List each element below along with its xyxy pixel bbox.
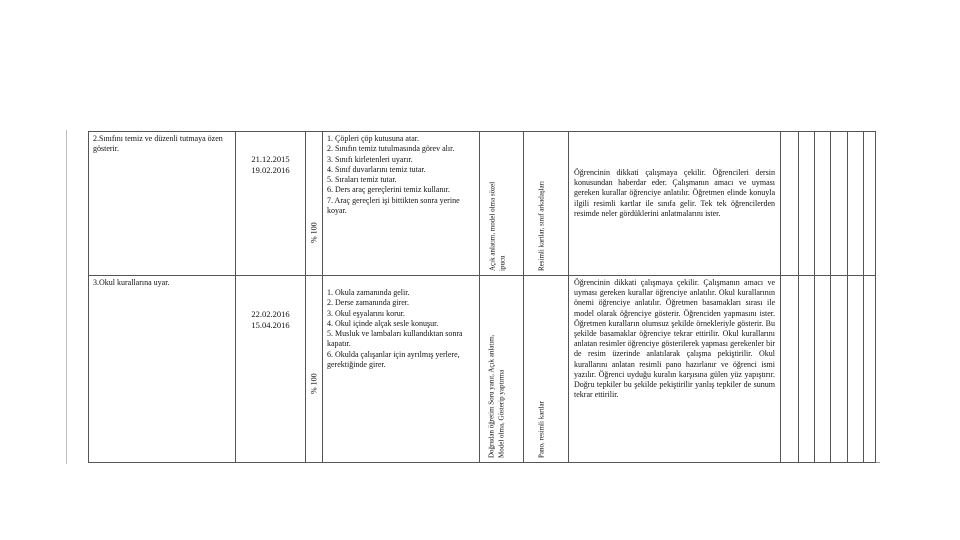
eval-cell [799, 276, 815, 463]
methods-cell [480, 132, 524, 276]
materials-label: Pano, resimli kartlar [537, 401, 546, 458]
eval-cell [781, 132, 799, 276]
corner-mark [876, 462, 880, 463]
goal-cell: 3.Okul kurallarına uyar. [89, 276, 236, 463]
goal-cell: 2.Sınıfını temiz ve düzenli tutmaya özen gösterir. [89, 132, 236, 276]
start-date: 22.02.2016 [251, 309, 290, 319]
activity-item: 2. Sınıfın temiz tutulmasında görev alır. [327, 144, 455, 154]
activity-item: 3. Okul eşyalarını korur. [327, 308, 405, 318]
activity-item: 1. Çöpleri çöp kutusuna atar. [327, 134, 419, 143]
activity-item: 2. Derse zamanında girer. [327, 298, 409, 308]
eval-cell [815, 276, 831, 463]
lesson-plan-table [88, 131, 876, 463]
eval-cell [831, 276, 848, 463]
activity-item: 5. Sıraları temiz tutar. [327, 175, 397, 185]
materials-cell [524, 132, 569, 276]
eval-cell [864, 276, 876, 463]
eval-cell [848, 132, 864, 276]
percent-label: % 100 [309, 222, 319, 243]
methods-line: Doğrudan öğretim Soru yanıt, Açık anlatım, [487, 334, 495, 458]
activity-item: 4. Okul içinde alçak sesle konuşur. [327, 318, 439, 328]
eval-cell [831, 132, 848, 276]
dates-cell [236, 132, 306, 276]
end-date: 19.02.2016 [251, 165, 290, 175]
eval-cell [864, 132, 876, 276]
end-date: 15.04.2016 [251, 320, 290, 330]
start-date: 21.12.2015 [251, 154, 290, 164]
activity-item: 1. Okula zamanında gelir. [327, 288, 410, 297]
table-row [89, 276, 876, 463]
percent-cell [306, 276, 323, 463]
activities-cell [323, 132, 480, 276]
description-cell: Öğrencinin dikkati çalışmaya çekilir. Çalışmanın amacı ve uyması gereken kurallar öğrenciye anlatılır. Okul kurallarının önemi öğrenciye anlatılır. Öğretmen basamakları sırası ile model olarak öğrenciye gösterir. Öğrenciden yapmasını ister. Öğretmen kuralların olumsuz şekilde örnekleriyle gösterir. Bu şekilde basamaklar öğrenciye tekrar ettirilir. Okul kurallarını anlatan resimler öğrenciye gösterilerek yapması gerekenler bir de resim üzerinde anlatılarak çalışma pekiştirilir. Okul kurallarını anlatan resimli pano hazırlanır ve öğrenci ismi yazılır. Öğrenci uyduğu kuralın karşısına gülen yüz yapıştırır. Doğru tepkiler bu şekilde pekiştirilir yanlış tepkiler de sunum tekrar ettirilir. [569, 276, 781, 463]
eval-cell [848, 276, 864, 463]
activity-item: 3. Sınıfı kirletenleri uyarır. [327, 154, 413, 164]
page-edge-line [66, 130, 67, 464]
methods-line: Model olma, Gösterip yaptırma [497, 369, 505, 458]
table-row [89, 132, 876, 276]
methods-line: Açık anlatım, model olma sözel [488, 181, 496, 271]
eval-cell [815, 132, 831, 276]
eval-cell [799, 132, 815, 276]
materials-label: Resimli kartlar, sınıf arkadaşları [537, 181, 546, 271]
methods-cell [480, 276, 524, 463]
activities-cell [323, 276, 480, 463]
activity-item: 5. Musluk ve lambaları kullandıktan sonra kapatır. [327, 329, 463, 349]
activity-item: 6. Ders araç gereçlerini temiz kullanır. [327, 185, 450, 195]
percent-label: % 100 [309, 373, 319, 394]
activity-item: 7. Araç gereçleri işi bittikten sonra yerine koyar. [327, 195, 460, 216]
methods-line: ipucu [498, 255, 506, 271]
description-cell: Öğrencinin dikkati çalışmaya çekilir. Öğrencileri dersin konusundan haberdar eder. Çalışmanın amacı ve uyması gereken kurallar öğrenciye anlatılır. Öğretmen elinde konuyla ilgili resimli kartlar ile sınıfa gelir. Tek tek öğrencilerden resimde neler gördüklerini anlatmalarını ister. [569, 132, 781, 276]
activity-item: 4. Sınıf duvarlarını temiz tutar. [327, 164, 426, 174]
activity-item: 6. Okulda çalışanlar için ayrılmış yerlere, gerektiğinde girer. [327, 349, 460, 370]
eval-cell [781, 276, 799, 463]
percent-cell [306, 132, 323, 276]
dates-cell [236, 276, 306, 463]
materials-cell [524, 276, 569, 463]
